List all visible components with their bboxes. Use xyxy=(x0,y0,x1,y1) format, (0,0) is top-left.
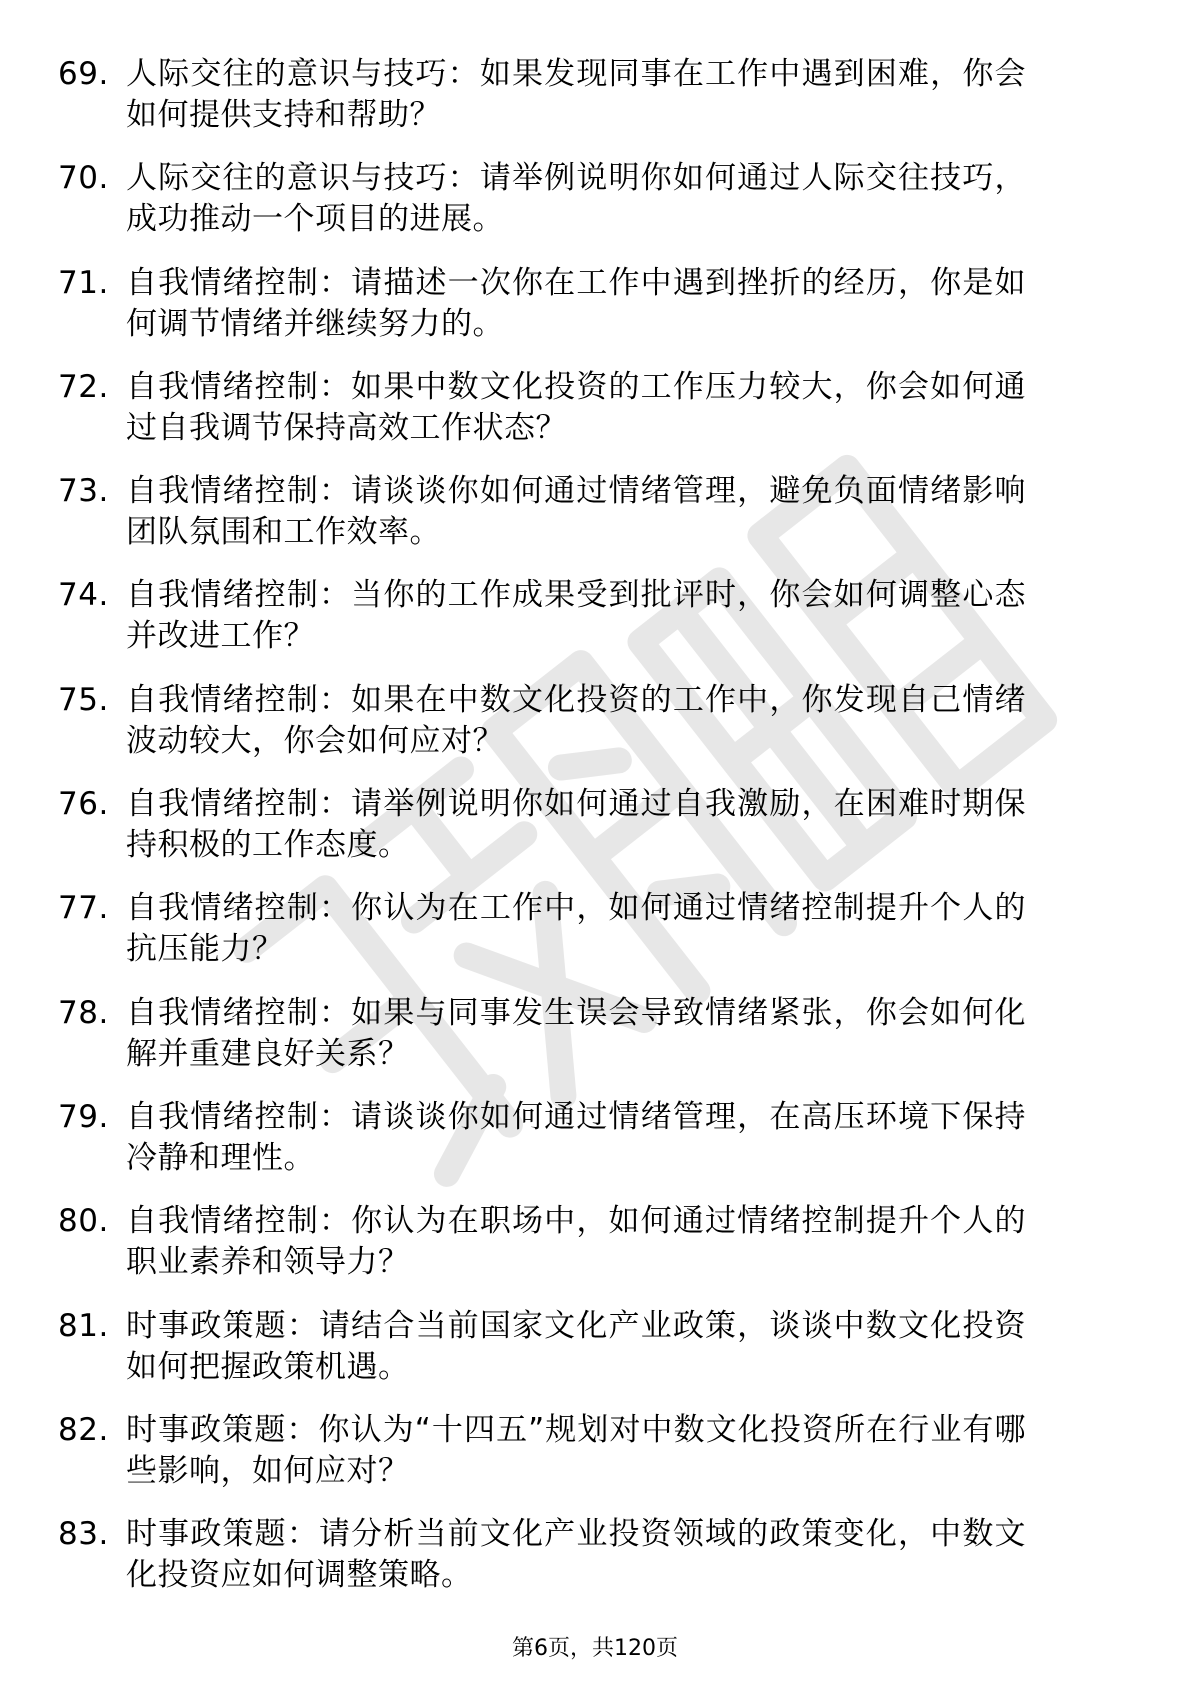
question-item xyxy=(58,888,1118,970)
question-number: 80. xyxy=(58,1203,109,1240)
question-item xyxy=(58,1514,1118,1596)
question-list xyxy=(58,54,1118,1618)
question-item xyxy=(58,575,1118,657)
question-item xyxy=(58,784,1118,866)
question-number: 74. xyxy=(58,577,109,614)
question-text: 时事政策题：请分析当前文化产业投资领域的政策变化，中数文化投资应如何调整策略。 xyxy=(126,1516,1026,1594)
question-number: 70. xyxy=(58,160,109,197)
question-number: 77. xyxy=(58,890,109,927)
question-text: 自我情绪控制：如果在中数文化投资的工作中，你发现自己情绪波动较大，你会如何应对？ xyxy=(126,681,1026,759)
question-text: 自我情绪控制：请举例说明你如何通过自我激励，在困难时期保持积极的工作态度。 xyxy=(126,786,1026,864)
question-item xyxy=(58,471,1118,553)
question-text: 自我情绪控制：请谈谈你如何通过情绪管理，避免负面情绪影响团队氛围和工作效率。 xyxy=(126,473,1026,551)
question-item xyxy=(58,993,1118,1075)
question-text: 时事政策题：请结合当前国家文化产业政策，谈谈中数文化投资如何把握政策机遇。 xyxy=(126,1307,1026,1385)
question-text: 自我情绪控制：当你的工作成果受到批评时，你会如何调整心态并改进工作？ xyxy=(126,577,1026,655)
question-number: 78. xyxy=(58,994,109,1031)
question-number: 76. xyxy=(58,786,109,823)
question-text: 自我情绪控制：请描述一次你在工作中遇到挫折的经历，你是如何调节情绪并继续努力的。 xyxy=(126,264,1026,342)
question-item xyxy=(58,1410,1118,1492)
question-number: 72. xyxy=(58,368,109,405)
question-text: 自我情绪控制：你认为在工作中，如何通过情绪控制提升个人的抗压能力？ xyxy=(126,890,1026,968)
question-number: 69. xyxy=(58,56,109,92)
question-text: 自我情绪控制：请谈谈你如何通过情绪管理，在高压环境下保持冷静和理性。 xyxy=(126,1098,1026,1176)
question-number: 73. xyxy=(58,473,109,510)
question-text: 时事政策题：你认为“十四五”规划对中数文化投资所在行业有哪些影响，如何应对？ xyxy=(126,1411,1026,1489)
question-text: 自我情绪控制：如果中数文化投资的工作压力较大，你会如何通过自我调节保持高效工作状态？ xyxy=(126,368,1026,446)
question-item xyxy=(58,158,1118,240)
question-number: 81. xyxy=(58,1307,109,1344)
question-number: 83. xyxy=(58,1516,109,1553)
question-item xyxy=(58,680,1118,762)
question-item xyxy=(58,54,1118,136)
question-item xyxy=(58,1201,1118,1283)
question-item xyxy=(58,367,1118,449)
question-number: 82. xyxy=(58,1411,109,1448)
question-number: 79. xyxy=(58,1098,109,1135)
question-item xyxy=(58,1097,1118,1179)
page-footer: 第6页，共120页 xyxy=(512,1636,678,1661)
question-text: 人际交往的意识与技巧：如果发现同事在工作中遇到困难，你会如何提供支持和帮助？ xyxy=(126,56,1026,133)
question-number: 75. xyxy=(58,681,109,718)
question-text: 自我情绪控制：如果与同事发生误会导致情绪紧张，你会如何化解并重建良好关系？ xyxy=(126,994,1026,1072)
question-text: 人际交往的意识与技巧：请举例说明你如何通过人际交往技巧，成功推动一个项目的进展。 xyxy=(126,160,1026,238)
question-item xyxy=(58,1306,1118,1388)
question-item xyxy=(58,263,1118,345)
question-text: 自我情绪控制：你认为在职场中，如何通过情绪控制提升个人的职业素养和领导力？ xyxy=(126,1203,1026,1281)
question-number: 71. xyxy=(58,264,109,301)
